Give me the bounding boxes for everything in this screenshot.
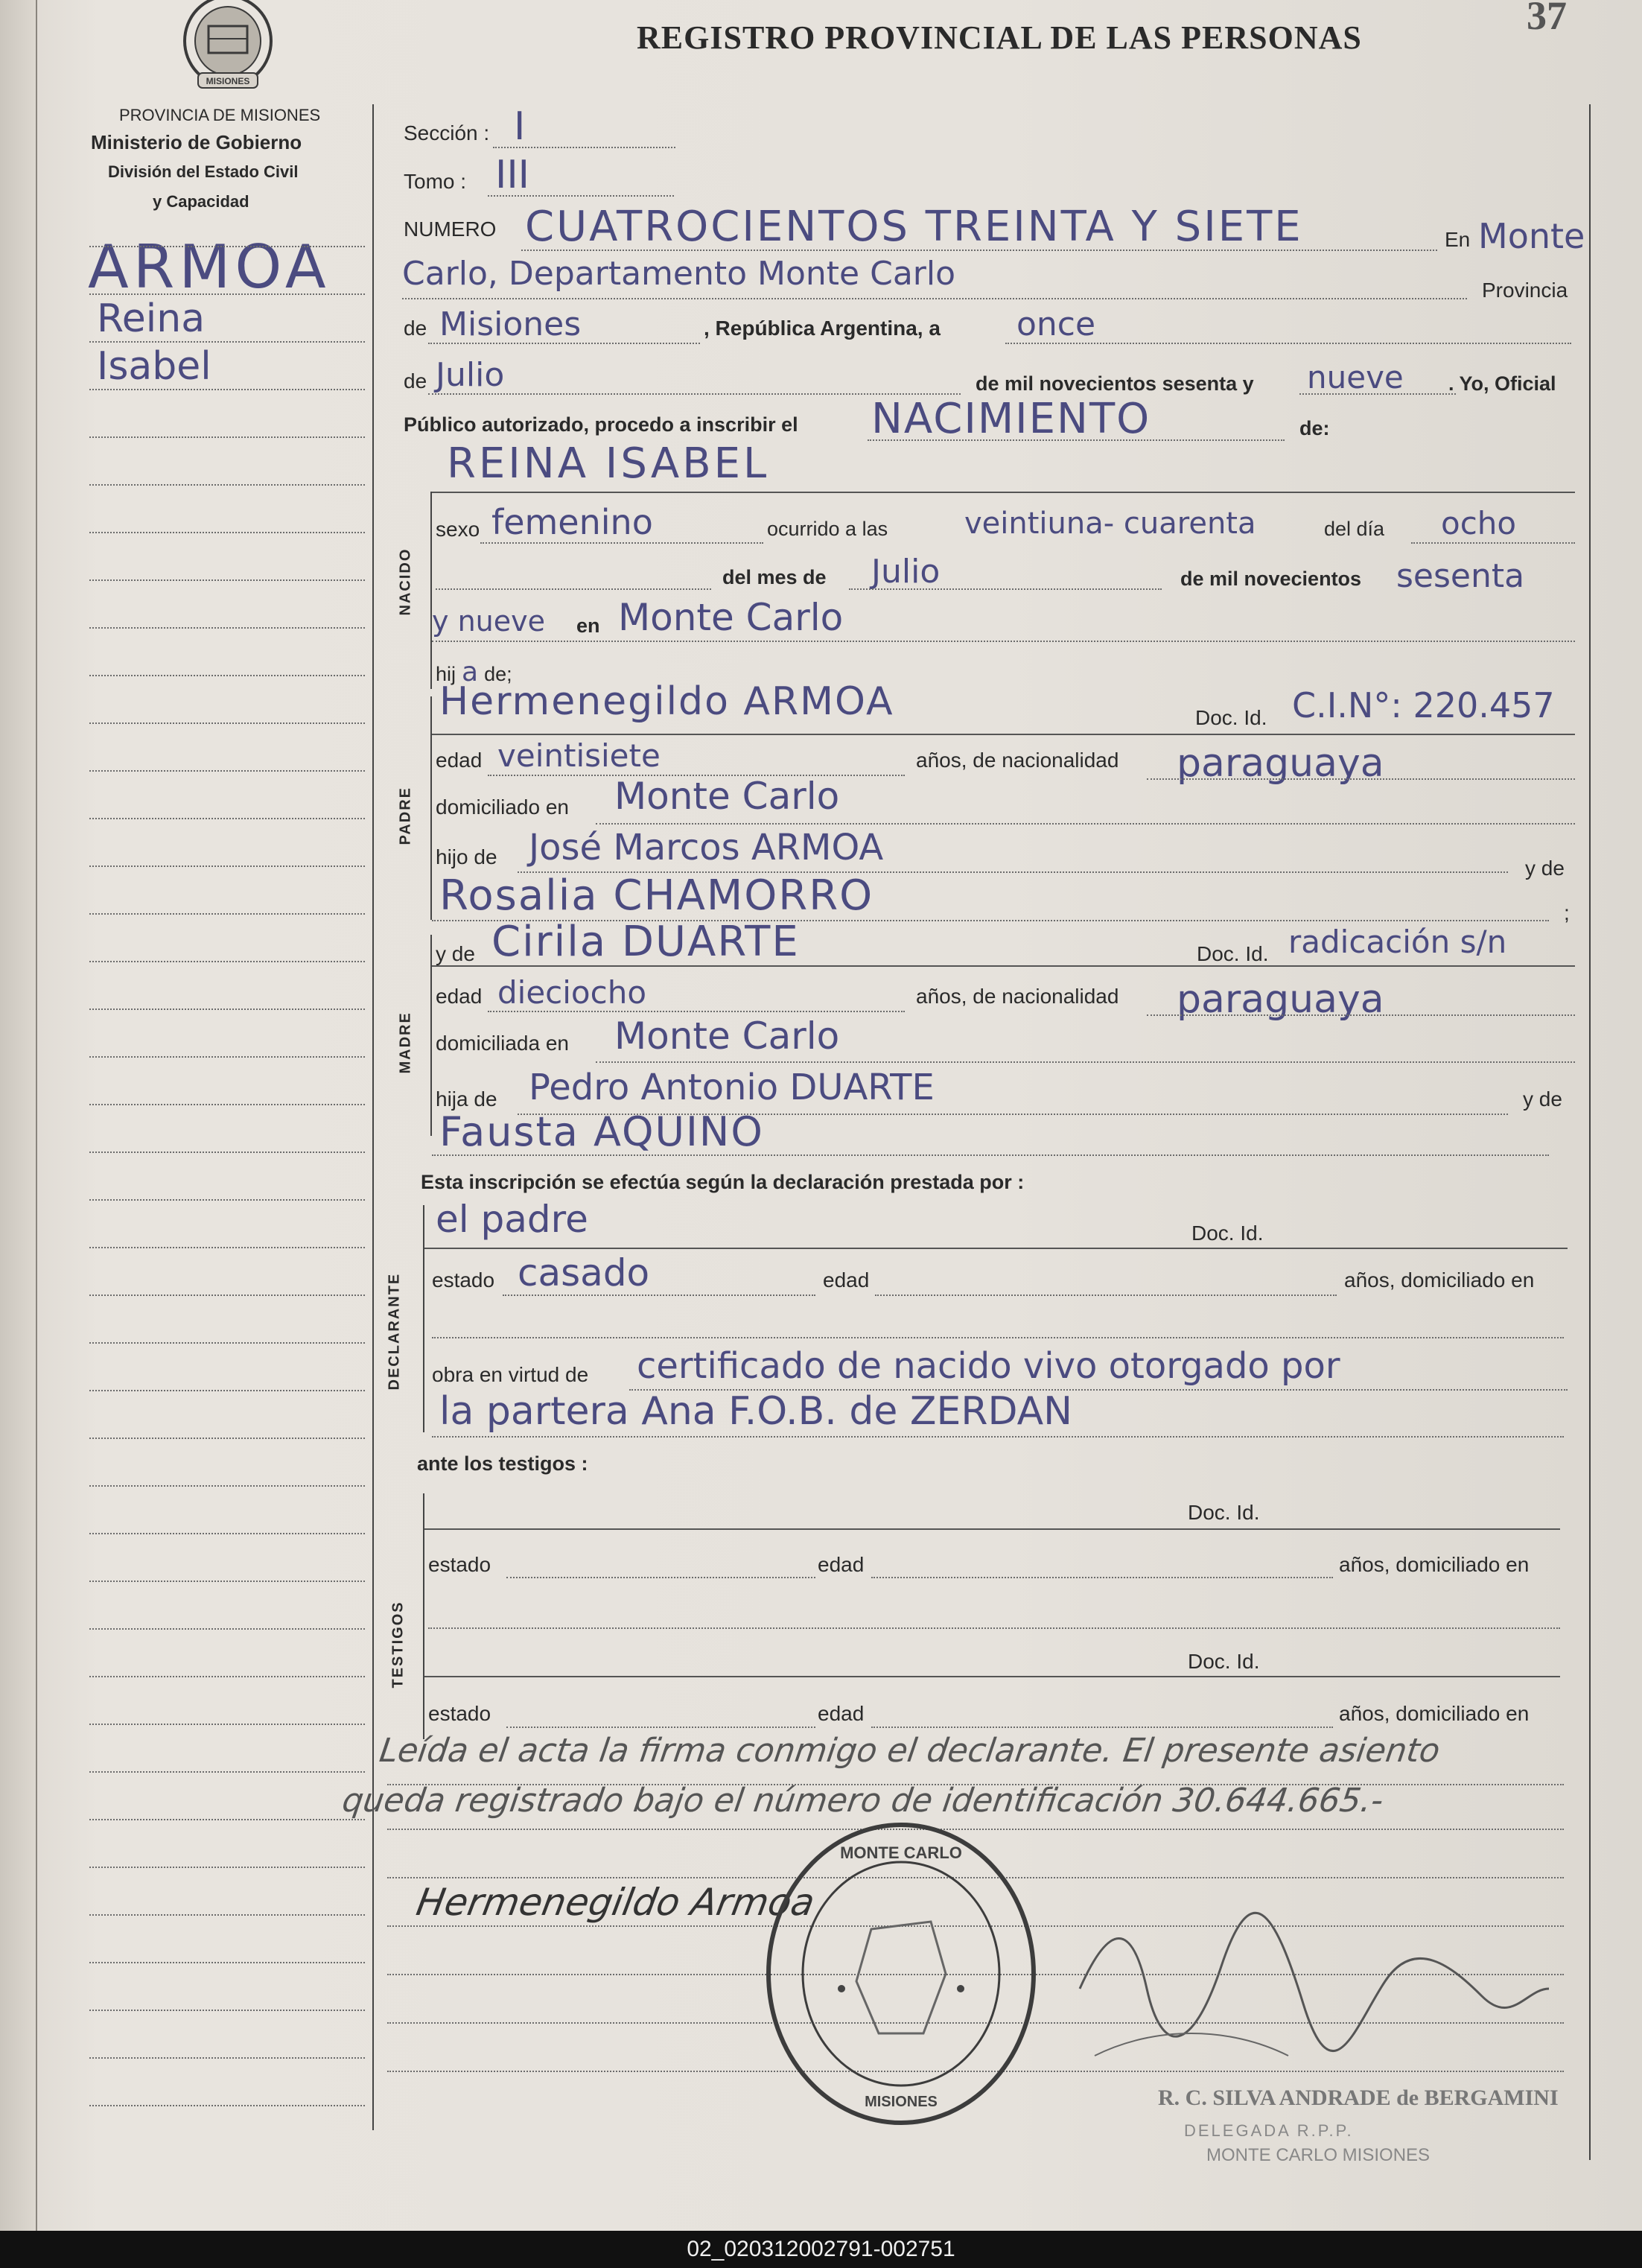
padre-label: PADRE (397, 786, 414, 845)
madre-hija-de-label: hija de (436, 1087, 497, 1111)
declarante-domicilio-line (432, 1337, 1564, 1338)
sexo-value: femenino (491, 502, 653, 542)
svg-text:MISIONES: MISIONES (865, 2094, 938, 2110)
page-title: REGISTRO PROVINCIAL DE LAS PERSONAS (637, 19, 1362, 56)
testigo2-estado-line (506, 1727, 815, 1728)
closing-text-1: Leída el acta la firma conmigo el declarante. El presente asiento (377, 1732, 1442, 1770)
margin-ruled-line (89, 2010, 365, 2011)
padre-edad-value: veintisiete (497, 737, 661, 774)
officer-stamp-line-3: MONTE CARLO MISIONES (1206, 2145, 1431, 2165)
del-dia-text: del día (1324, 518, 1385, 540)
declarante-bracket (423, 1205, 424, 1432)
en-label: En (1445, 228, 1471, 251)
testigo2-anios-label: años, domiciliado en (1339, 1702, 1530, 1725)
margin-ruled-line (89, 818, 365, 819)
madre-madre-value: Fausta AQUINO (439, 1108, 764, 1155)
margin-capacity: y Capacidad (153, 192, 249, 211)
margin-ruled-line (89, 389, 365, 390)
svg-text:MISIONES: MISIONES (206, 76, 250, 86)
madre-name: Cirila DUARTE (491, 918, 800, 966)
provincia-value: Misiones (439, 305, 582, 343)
provincia-label: Provincia (1482, 279, 1568, 302)
lugar-value: Monte Carlo (618, 596, 844, 639)
padre-semicolon: ; (1564, 901, 1570, 924)
margin-ruled-line (89, 2105, 365, 2106)
officer-signature-icon (1065, 1877, 1556, 2086)
testigo1-edad-label: edad (818, 1553, 865, 1576)
madre-y-de-2: y de (1523, 1087, 1562, 1111)
margin-ruled-line (89, 1867, 365, 1868)
padre-padre-value: José Marcos ARMOA (529, 827, 884, 868)
madre-doc-label: Doc. Id. (1197, 942, 1269, 965)
mil-nac-text: de mil novecientos (1180, 568, 1362, 590)
margin-ruled-line (89, 532, 365, 533)
padre-anios-label: años, de nacionalidad (916, 749, 1119, 772)
margin-ruled-line (89, 1914, 365, 1916)
testigo1-anios-label: años, domiciliado en (1339, 1553, 1530, 1576)
padre-domicilio-line (596, 823, 1575, 825)
madre-anios-label: años, de nacionalidad (916, 985, 1119, 1008)
margin-ruled-line (89, 2057, 365, 2059)
tomo-value: III (495, 153, 530, 197)
madre-domicilio-line (596, 1061, 1575, 1063)
margin-ruled-line (89, 1724, 365, 1725)
declarante-name: el padre (436, 1198, 588, 1241)
image-id-caption: 02_020312002791-002751 (0, 2231, 1642, 2268)
officer-stamp-line-1: R. C. SILVA ANDRADE de BERGAMINI (1158, 2086, 1559, 2110)
month-value: Julio (436, 356, 505, 394)
margin-ministry: Ministerio de Gobierno (91, 131, 302, 153)
provincia-line (428, 343, 700, 344)
margin-ruled-line (89, 1628, 365, 1630)
padre-nac-value: paraguaya (1177, 741, 1384, 786)
declarante-estado-label: estado (432, 1268, 495, 1292)
margin-ruled-line (89, 1199, 365, 1201)
margin-ruled-line (89, 1581, 365, 1582)
padre-domicilio-value: Monte Carlo (614, 775, 840, 818)
margin-given-name-2: Isabel (97, 344, 211, 389)
madre-nac-value: paraguaya (1177, 977, 1384, 1022)
publico-text: Público autorizado, procedo a inscribir el (404, 413, 798, 436)
padre-madre-value: Rosalia CHAMORRO (439, 871, 874, 920)
padre-y-de: y de (1525, 857, 1565, 880)
form-frame-right (1589, 104, 1591, 2160)
margin-ruled-line (89, 1247, 365, 1248)
madre-doc-value: radicación s/n (1288, 924, 1507, 960)
padre-hijo-de-label: hijo de (436, 845, 497, 868)
hijo-suffix: a (462, 657, 479, 687)
mil-label: de mil novecientos sesenta y (976, 372, 1254, 395)
mes-value: Julio (871, 553, 941, 591)
officer-stamp-line-2: DELEGADA R.P.P. (1184, 2121, 1354, 2140)
testigo2-estado-label: estado (428, 1702, 491, 1725)
declarante-name-line (424, 1248, 1568, 1249)
testigo2-edad-line (871, 1727, 1333, 1728)
testigos-bracket (423, 1493, 424, 1739)
tomo-label: Tomo : (404, 170, 467, 193)
margin-ruled-line (89, 1056, 365, 1058)
page-number: 37 (1527, 0, 1567, 38)
margin-ruled-line (89, 1104, 365, 1105)
margin-ruled-line (89, 436, 365, 438)
sexo-label: sexo (436, 518, 480, 541)
margin-ruled-line (89, 246, 365, 247)
margin-ruled-line (89, 1438, 365, 1439)
padre-bracket (430, 696, 432, 920)
del-mes-text: del mes de (722, 566, 827, 588)
de-label: de (404, 317, 427, 340)
padre-name-line (432, 734, 1575, 735)
form-frame-left (372, 104, 374, 2130)
province-seal-icon (176, 0, 280, 93)
madre-label: MADRE (397, 1011, 414, 1074)
padre-nac-line (1147, 778, 1575, 780)
margin-ruled-line (89, 484, 365, 486)
ocurrido-text: ocurrido a las (767, 518, 888, 540)
testigo1-edad-line (871, 1577, 1333, 1578)
margin-given-name-1: Reina (97, 296, 206, 341)
acto-line (868, 439, 1285, 441)
year-value: nueve (1307, 359, 1404, 396)
dia-line (1411, 542, 1575, 544)
margin-ruled-line (89, 1676, 365, 1677)
oficial-text: . Yo, Oficial (1448, 372, 1556, 395)
margin-ruled-line (89, 341, 365, 343)
declarante-intro: Esta inscripción se efectúa según la declaración prestada por : (421, 1171, 1025, 1193)
margin-province: PROVINCIA DE MISIONES (119, 106, 321, 124)
mes-line (849, 588, 1162, 590)
closing-text-2: queda registrado bajo el número de identificación 30.644.665.- (340, 1782, 1386, 1820)
place-value-a: Monte (1478, 216, 1585, 256)
declarante-obra-line-2 (432, 1436, 1564, 1438)
mes-left-line (436, 588, 711, 590)
declarante-anios-label: años, domiciliado en (1344, 1268, 1535, 1292)
margin-ruled-line (89, 865, 365, 867)
madre-domicilio-label: domiciliada en (436, 1032, 569, 1055)
testigos-intro: ante los testigos : (417, 1452, 588, 1475)
madre-nac-line (1147, 1014, 1575, 1016)
anio-value: sesenta (1396, 557, 1525, 595)
de-colon: de: (1299, 417, 1330, 439)
sexo-line (480, 542, 763, 544)
madre-edad-value: dieciocho (497, 974, 647, 1011)
margin-surname: ARMOA (88, 232, 331, 302)
testigo2-name-line (424, 1676, 1560, 1677)
acto-value: NACIMIENTO (871, 395, 1151, 443)
svg-text:MONTE CARLO: MONTE CARLO (840, 1843, 962, 1862)
day-line (1005, 343, 1571, 344)
madre-edad-line (488, 1011, 905, 1012)
declarante-obra-value-2: la partera Ana F.O.B. de ZERDAN (439, 1389, 1073, 1434)
testigo1-doc-label: Doc. Id. (1188, 1501, 1260, 1524)
margin-ruled-line (89, 1819, 365, 1820)
testigos-label: TESTIGOS (389, 1601, 407, 1689)
declarante-doc-label: Doc. Id. (1191, 1222, 1264, 1245)
testigo1-domicilio-line (428, 1627, 1560, 1629)
margin-ruled-line (89, 722, 365, 724)
madre-domicilio-value: Monte Carlo (614, 1014, 840, 1058)
dia-value: ocho (1441, 505, 1517, 541)
declarante-label: DECLARANTE (386, 1272, 403, 1391)
margin-division: División del Estado Civil (108, 162, 299, 181)
place-line (402, 298, 1467, 299)
place-value-b: Carlo, Departamento Monte Carlo (402, 255, 956, 293)
testigo1-name-line (424, 1528, 1560, 1530)
numero-value: CUATROCIENTOS TREINTA Y SIETE (525, 203, 1303, 251)
en-nac-label: en (576, 614, 600, 637)
nacido-bracket (430, 492, 432, 689)
seccion-value: I (514, 104, 526, 149)
seccion-label: Sección : (404, 121, 490, 144)
hora-value: veintiuna- cuarenta (964, 506, 1256, 541)
margin-ruled-line (89, 913, 365, 915)
padre-doc-label: Doc. Id. (1195, 706, 1267, 729)
declarante-edad-label: edad (823, 1268, 870, 1292)
declarante-estado-line (503, 1295, 815, 1296)
testigo1-estado-label: estado (428, 1553, 491, 1576)
margin-ruled-line (89, 627, 365, 629)
declarante-obra-label: obra en virtud de (432, 1363, 589, 1386)
anio-value-2: y nueve (432, 605, 545, 638)
padre-domicilio-label: domiciliado en (436, 795, 569, 819)
margin-ruled-line (89, 961, 365, 962)
official-stamp-icon (760, 1817, 1043, 2130)
hijo-de-text: de; (484, 663, 512, 685)
nacido-name: REINA ISABEL (447, 439, 770, 488)
hijo-text: hij (436, 663, 456, 685)
margin-ruled-line (89, 675, 365, 676)
padre-name: Hermenegildo ARMOA (439, 679, 894, 724)
testigo1-estado-line (506, 1577, 815, 1578)
margin-ruled-line (89, 579, 365, 581)
padre-edad-label: edad (436, 749, 483, 772)
day-value: once (1016, 305, 1096, 343)
declarante-edad-line (875, 1295, 1337, 1296)
lugar-line (432, 641, 1575, 642)
nacido-label: NACIDO (397, 547, 414, 616)
margin-ruled-line (89, 1485, 365, 1487)
margin-ruled-line (89, 1008, 365, 1010)
margin-ruled-line (89, 293, 365, 295)
declarante-obra-value-1: certificado de nacido vivo otorgado por (637, 1345, 1340, 1387)
madre-edad-label: edad (436, 985, 483, 1008)
book-binding (0, 0, 37, 2231)
madre-name-line (432, 965, 1575, 967)
testigo2-edad-label: edad (818, 1702, 865, 1725)
margin-ruled-line (89, 1295, 365, 1296)
testigo2-doc-label: Doc. Id. (1188, 1650, 1260, 1673)
madre-padre-value: Pedro Antonio DUARTE (529, 1067, 935, 1108)
padre-doc-value: C.I.N°: 220.457 (1292, 685, 1555, 725)
margin-ruled-line (89, 1533, 365, 1534)
margin-ruled-line (89, 1962, 365, 1963)
numero-label: NUMERO (404, 217, 497, 241)
republica-text: , República Argentina, a (704, 317, 941, 340)
year-line (1299, 393, 1456, 395)
madre-y-de: y de (436, 942, 475, 965)
margin-ruled-line (89, 1342, 365, 1344)
declarante-estado-value: casado (518, 1251, 650, 1295)
nacido-name-line (432, 492, 1575, 493)
de-month-label: de (404, 369, 427, 393)
madre-madre-line (432, 1154, 1549, 1156)
margin-ruled-line (89, 770, 365, 772)
margin-ruled-line (89, 1152, 365, 1153)
margin-ruled-line (89, 1390, 365, 1391)
declarant-signature: Hermenegildo Armoa (413, 1881, 818, 1924)
margin-ruled-line (89, 1771, 365, 1773)
